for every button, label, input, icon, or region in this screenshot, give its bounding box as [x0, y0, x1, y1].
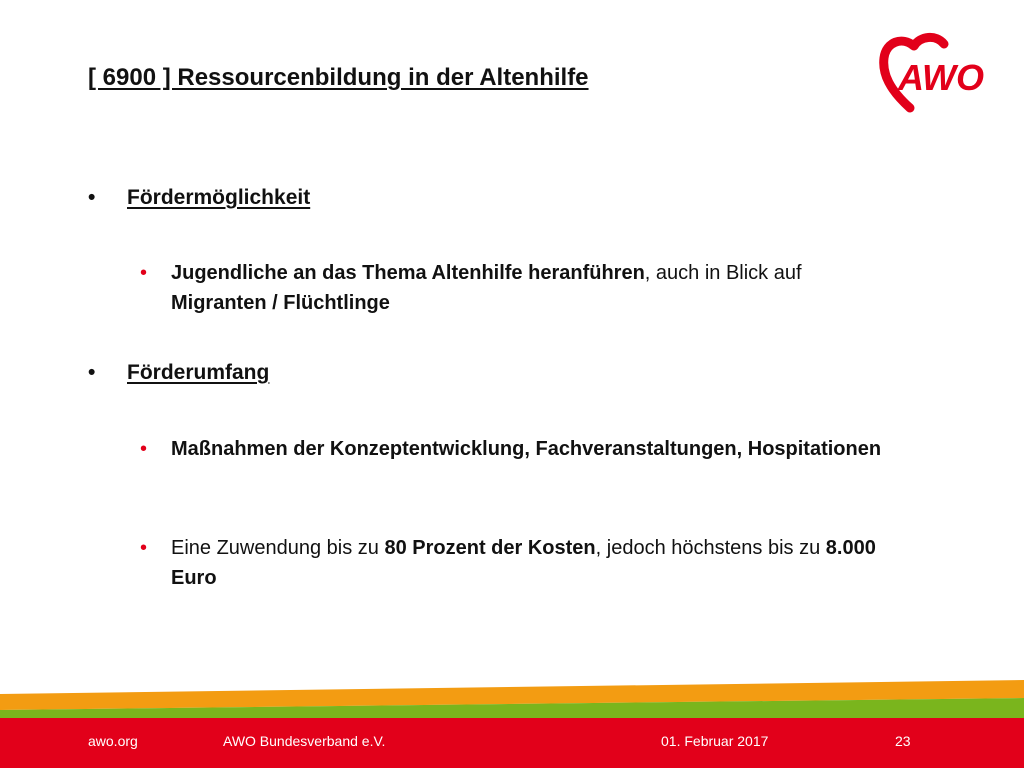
footer-date: 01. Februar 2017 [661, 733, 769, 749]
section-heading: Förderumfang [127, 361, 270, 384]
bullet-text [171, 258, 901, 318]
slide-title: [ 6900 ] Ressourcenbildung in der Altenhilfe [88, 64, 589, 91]
bullet-text [171, 434, 901, 464]
bullet-dot: • [88, 361, 96, 384]
logo-text: AWO [898, 57, 984, 98]
bold-text: Maßnahmen der Konzeptentwicklung, Fachveranstaltungen, Hospitationen [171, 438, 882, 460]
bullet-text [171, 533, 901, 593]
bold-text: Migranten / Flüchtlinge [171, 292, 390, 314]
bold-text: Jugendliche an das Thema Altenhilfe heranführen [171, 262, 645, 284]
bullet-dot: • [140, 438, 148, 460]
bullet-dot: • [88, 186, 96, 209]
footer-page-number: 23 [895, 733, 911, 749]
plain-text: Eine Zuwendung bis zu [171, 537, 385, 559]
bold-text: 80 Prozent der Kosten [384, 537, 596, 559]
section-heading: Fördermöglichkeit [127, 186, 311, 209]
plain-text: , auch in Blick auf [644, 262, 802, 284]
bold-text: 8.000 Euro [171, 537, 876, 589]
bullet-dot: • [140, 537, 148, 559]
plain-text: , jedoch höchstens bis zu [595, 537, 826, 559]
bullet-dot: • [140, 262, 148, 284]
awo-logo [878, 28, 988, 120]
footer-stripes [0, 660, 1024, 768]
red-footer-band [0, 718, 1024, 768]
footer-website: awo.org [88, 733, 138, 749]
footer-organization: AWO Bundesverband e.V. [223, 733, 386, 749]
